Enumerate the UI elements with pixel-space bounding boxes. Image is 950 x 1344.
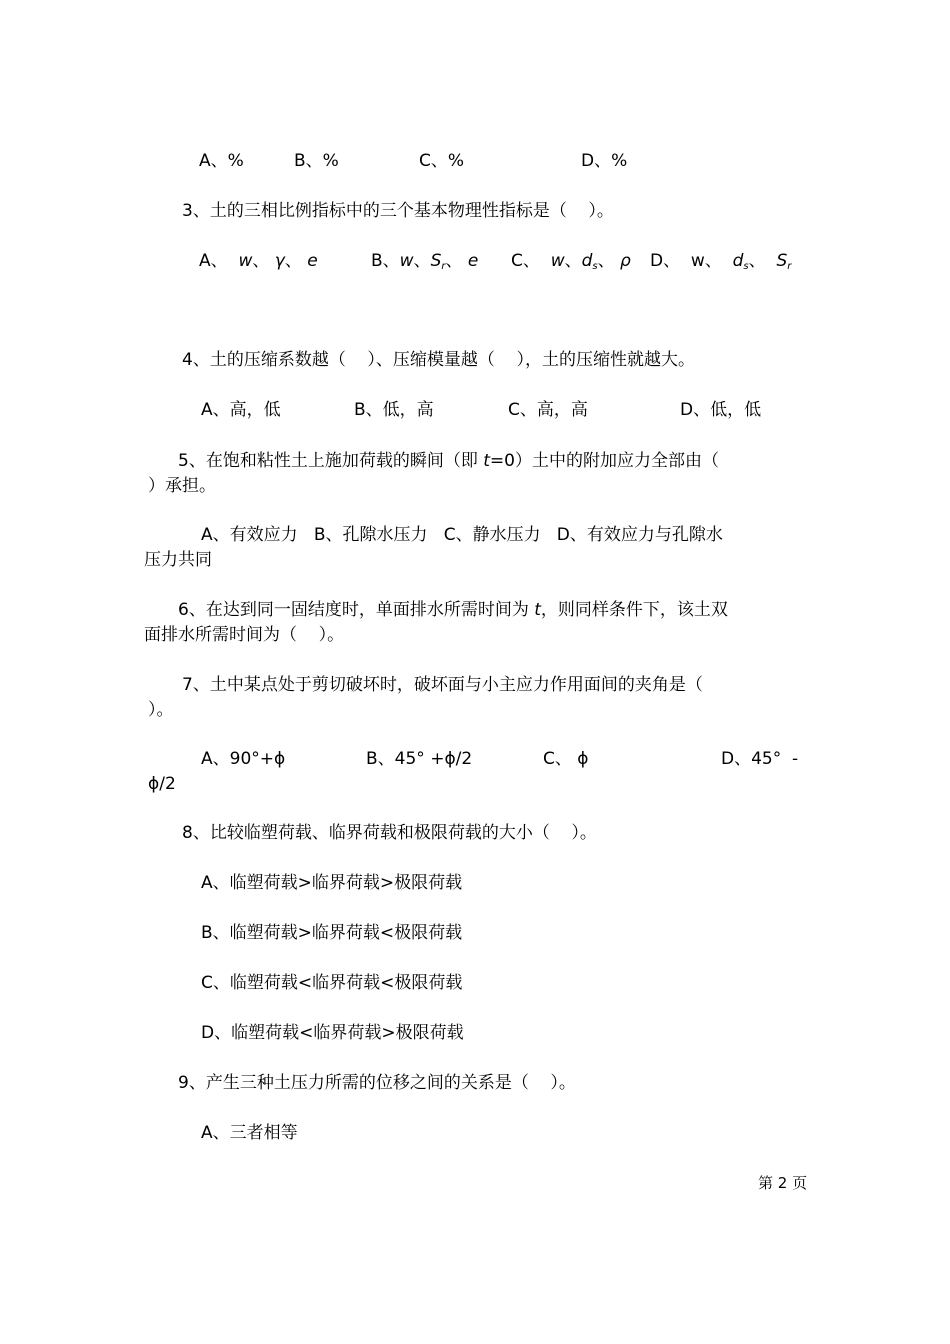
q7-option-a: A、90°+ϕ: [201, 749, 286, 769]
q7-option-d: D、45° -: [721, 749, 799, 769]
q8-stem: 8、比较临塑荷载、临界荷载和极限荷载的大小（ ）。: [182, 823, 597, 843]
q7-stem-line2: ）。: [148, 700, 174, 720]
q5-options-line1: A、有效应力 B、孔隙水压力 C、静水压力 D、有效应力与孔隙水: [201, 525, 723, 545]
q3-option-a: A、 w、 γ、 e: [199, 251, 318, 271]
q8-option-a: A、临塑荷载>临界荷载>极限荷载: [201, 873, 463, 893]
q7-option-c: C、 ϕ: [543, 749, 589, 769]
q4-option-c: C、高，高: [508, 400, 588, 420]
q9-option-a: A、三者相等: [201, 1123, 298, 1143]
q3-option-d: D、 w、 $d_s$、 $S_r$: [650, 251, 792, 272]
q5-stem-line2: ）承担。: [148, 476, 216, 496]
q3-stem: 3、土的三相比例指标中的三个基本物理性指标是（ ）。: [182, 201, 614, 221]
q8-option-d: D、临塑荷载<临界荷载>极限荷载: [201, 1023, 464, 1043]
q4-option-d: D、低，低: [680, 400, 762, 420]
q6-stem-line2: 面排水所需时间为（ ）。: [144, 625, 345, 645]
q8-option-c: C、临塑荷载<临界荷载<极限荷载: [201, 973, 463, 993]
q3-option-c: C、 w、$d_s$、 ρ: [511, 251, 631, 272]
q7-stem-line1: 7、土中某点处于剪切破坏时，破坏面与小主应力作用面间的夹角是（: [182, 675, 703, 695]
q8-option-b: B、临塑荷载>临界荷载<极限荷载: [201, 923, 463, 943]
q4-stem: 4、土的压缩系数越（ ）、压缩模量越（ ），土的压缩性就越大。: [182, 350, 696, 370]
page-number: 第 2 页: [758, 1174, 808, 1192]
q7-option-d-continued: ϕ/2: [148, 774, 176, 794]
q9-stem: 9、产生三种土压力所需的位移之间的关系是（ ）。: [178, 1073, 576, 1093]
q4-option-a: A、高，低: [201, 400, 281, 420]
q2-option-a: A、%: [199, 151, 244, 171]
q2-option-d: D、%: [581, 151, 628, 171]
q5-options-line2: 压力共同: [144, 550, 212, 570]
q3-option-b: B、w、$S_r$、 e: [371, 251, 479, 272]
q7-option-b: B、45° +ϕ/2: [366, 749, 473, 769]
q5-stem-line1: 5、在饱和粘性土上施加荷载的瞬间（即 t=0）土中的附加应力全部由（: [178, 451, 719, 471]
q2-option-c: C、%: [419, 151, 465, 171]
q2-option-b: B、%: [294, 151, 339, 171]
q4-option-b: B、低，高: [354, 400, 434, 420]
q6-stem-line1: 6、在达到同一固结度时，单面排水所需时间为 t，则同样条件下，该土双: [178, 600, 728, 620]
